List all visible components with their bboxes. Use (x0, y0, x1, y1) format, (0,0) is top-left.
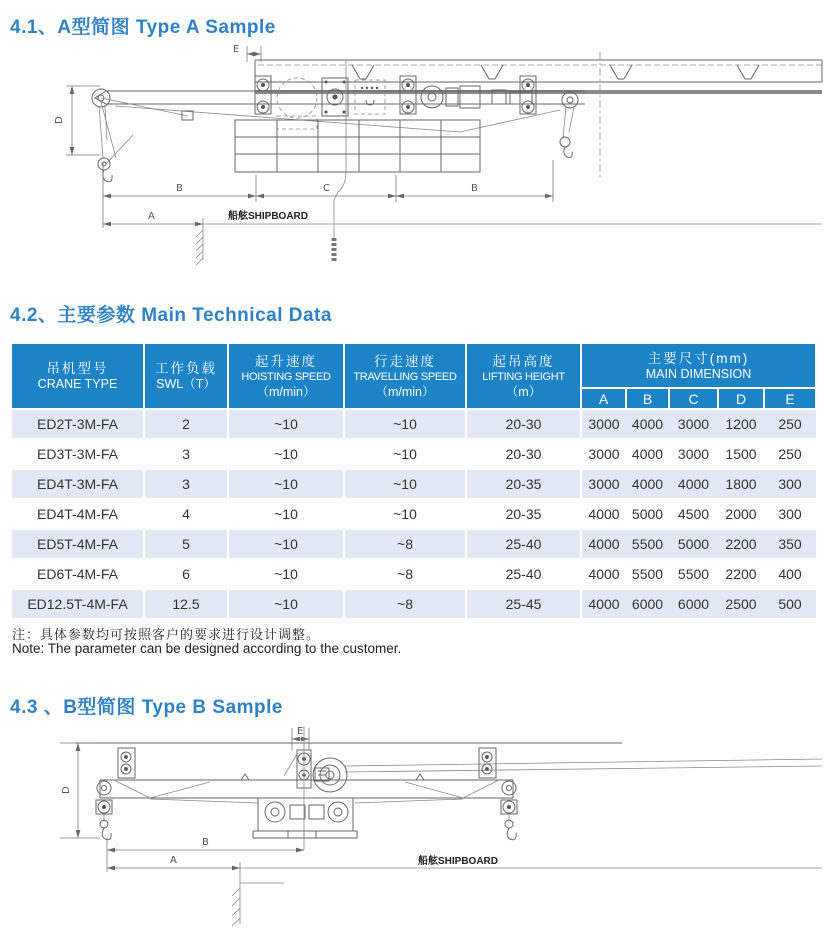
cell-lifting: 20-35 (466, 499, 581, 529)
cell-hoisting: ~10 (228, 499, 344, 529)
cell-dim-b: 5500 (626, 559, 669, 589)
cell-swl: 2 (144, 409, 228, 439)
col-header-crane-type: 吊机型号 CRANE TYPE (11, 343, 144, 409)
right-hanger (479, 748, 496, 778)
table-row (11, 409, 816, 439)
cell-hoisting: ~10 (228, 589, 344, 619)
col-header-dim-a: A (581, 388, 626, 409)
cell-dim-a: 4000 (581, 559, 626, 589)
cell-dim-c: 5000 (669, 529, 718, 559)
dim-label-b2: B (471, 183, 478, 194)
table-row (11, 559, 816, 589)
cell-dim-e: 250 (764, 409, 816, 439)
cell-crane-type: ED12.5T-4M-FA (11, 589, 144, 619)
shipboard-label: 船舷SHIPBOARD (228, 211, 309, 222)
shipboard-label: 船舷SHIPBOARD (418, 856, 499, 867)
cell-dim-b: 5000 (626, 499, 669, 529)
cell-dim-d: 2200 (718, 529, 764, 559)
cell-hoisting: ~10 (228, 409, 344, 439)
table-row (11, 529, 816, 559)
cell-crane-type: ED2T-3M-FA (11, 409, 144, 439)
type-a-crane-drawing (0, 40, 830, 290)
cell-lifting: 25-40 (466, 529, 581, 559)
cell-dim-a: 4000 (581, 499, 626, 529)
cell-dim-d: 1200 (718, 409, 764, 439)
shipboard-wall-hatch (232, 872, 284, 926)
cell-travelling: ~8 (344, 589, 466, 619)
left-hanger (118, 748, 135, 778)
cell-dim-b: 4000 (626, 469, 669, 499)
dim-label-e: E (233, 44, 240, 55)
cell-crane-type: ED4T-3M-FA (11, 469, 144, 499)
cell-lifting: 25-45 (466, 589, 581, 619)
table-row (11, 469, 816, 499)
cell-lifting: 20-35 (466, 469, 581, 499)
cell-travelling: ~10 (344, 499, 466, 529)
cell-dim-c: 6000 (669, 589, 718, 619)
dim-label-d: D (61, 786, 72, 794)
cell-hoisting: ~10 (228, 559, 344, 589)
cell-dim-e: 400 (764, 559, 816, 589)
note-english: Note: The parameter can be designed according to the customer. (12, 641, 402, 656)
cell-dim-d: 1500 (718, 439, 764, 469)
cell-swl: 4 (144, 499, 228, 529)
dim-label-a: A (170, 855, 177, 866)
col-header-main-dimension: 主要尺寸(mm) MAIN DIMENSION (581, 343, 816, 388)
cell-dim-a: 4000 (581, 529, 626, 559)
col-header-swl: 工作负载 SWL（T） (144, 343, 228, 409)
cell-crane-type: ED5T-4M-FA (11, 529, 144, 559)
cell-lifting: 25-40 (466, 559, 581, 589)
section-heading-type-a: 4.1、A型简图 Type A Sample (10, 17, 276, 38)
shipboard-wall-hatch (196, 218, 203, 265)
cell-travelling: ~8 (344, 529, 466, 559)
cell-dim-a: 3000 (581, 409, 626, 439)
dim-label-a: A (148, 211, 155, 222)
cell-dim-a: 3000 (581, 469, 626, 499)
cell-dim-d: 2200 (718, 559, 764, 589)
center-hoist-unit (253, 750, 357, 838)
cell-dim-b: 6000 (626, 589, 669, 619)
note-chinese: 注：具体参数均可按照客户的要求进行设计调整。 (12, 627, 321, 642)
cell-crane-type: ED4T-4M-FA (11, 499, 144, 529)
cell-dim-c: 3000 (669, 409, 718, 439)
col-header-dim-c: C (669, 388, 718, 409)
cell-dim-d: 2500 (718, 589, 764, 619)
dim-label-b: B (176, 183, 183, 194)
type-b-crane-drawing (0, 726, 830, 950)
cell-hoisting: ~10 (228, 469, 344, 499)
cell-travelling: ~10 (344, 439, 466, 469)
dim-label-e: E (297, 726, 304, 737)
cell-dim-e: 300 (764, 499, 816, 529)
table-row (11, 499, 816, 529)
cell-swl: 3 (144, 439, 228, 469)
cell-dim-e: 350 (764, 529, 816, 559)
cell-travelling: ~8 (344, 559, 466, 589)
cell-dim-b: 4000 (626, 439, 669, 469)
cell-dim-c: 4500 (669, 499, 718, 529)
cell-dim-d: 2000 (718, 499, 764, 529)
right-hook-assembly (501, 781, 517, 840)
cell-hoisting: ~10 (228, 439, 344, 469)
platform-grid (235, 120, 480, 172)
cell-dim-e: 500 (764, 589, 816, 619)
cell-lifting: 20-30 (466, 409, 581, 439)
cell-hoisting: ~10 (228, 529, 344, 559)
cell-dim-a: 3000 (581, 439, 626, 469)
cell-dim-c: 3000 (669, 439, 718, 469)
cell-swl: 6 (144, 559, 228, 589)
cell-crane-type: ED3T-3M-FA (11, 439, 144, 469)
cell-dim-c: 4000 (669, 469, 718, 499)
col-header-lifting-height: 起吊高度 LIFTING HEIGHT （m） (466, 343, 581, 409)
cell-dim-e: 250 (764, 439, 816, 469)
cell-swl: 12.5 (144, 589, 228, 619)
col-header-hoisting-speed: 起升速度 HOISTING SPEED （m/min） (228, 343, 344, 409)
table-row (11, 439, 816, 469)
technical-data-table (10, 342, 817, 620)
cell-dim-b: 5500 (626, 529, 669, 559)
hoist-machinery (255, 76, 536, 129)
left-hook-assembly (96, 781, 112, 840)
cell-crane-type: ED6T-4M-FA (11, 559, 144, 589)
section-heading-type-b: 4.3 、B型简图 Type B Sample (10, 697, 283, 718)
cell-swl: 5 (144, 529, 228, 559)
cell-travelling: ~10 (344, 469, 466, 499)
cell-dim-c: 5500 (669, 559, 718, 589)
cell-dim-a: 4000 (581, 589, 626, 619)
cell-dim-e: 300 (764, 469, 816, 499)
cell-dim-b: 4000 (626, 409, 669, 439)
section-heading-technical-data: 4.2、主要参数 Main Technical Data (10, 305, 332, 326)
col-header-dim-e: E (764, 388, 816, 409)
cell-travelling: ~10 (344, 409, 466, 439)
cell-swl: 3 (144, 469, 228, 499)
cell-lifting: 20-30 (466, 439, 581, 469)
table-row (11, 589, 816, 619)
dim-label-c: C (323, 183, 330, 194)
cell-dim-d: 1800 (718, 469, 764, 499)
dim-label-d: D (54, 116, 65, 124)
dim-label-b: B (202, 837, 209, 848)
col-header-dim-b: B (626, 388, 669, 409)
col-header-travelling-speed: 行走速度 TRAVELLING SPEED （m/min） (344, 343, 466, 409)
col-header-dim-d: D (718, 388, 764, 409)
